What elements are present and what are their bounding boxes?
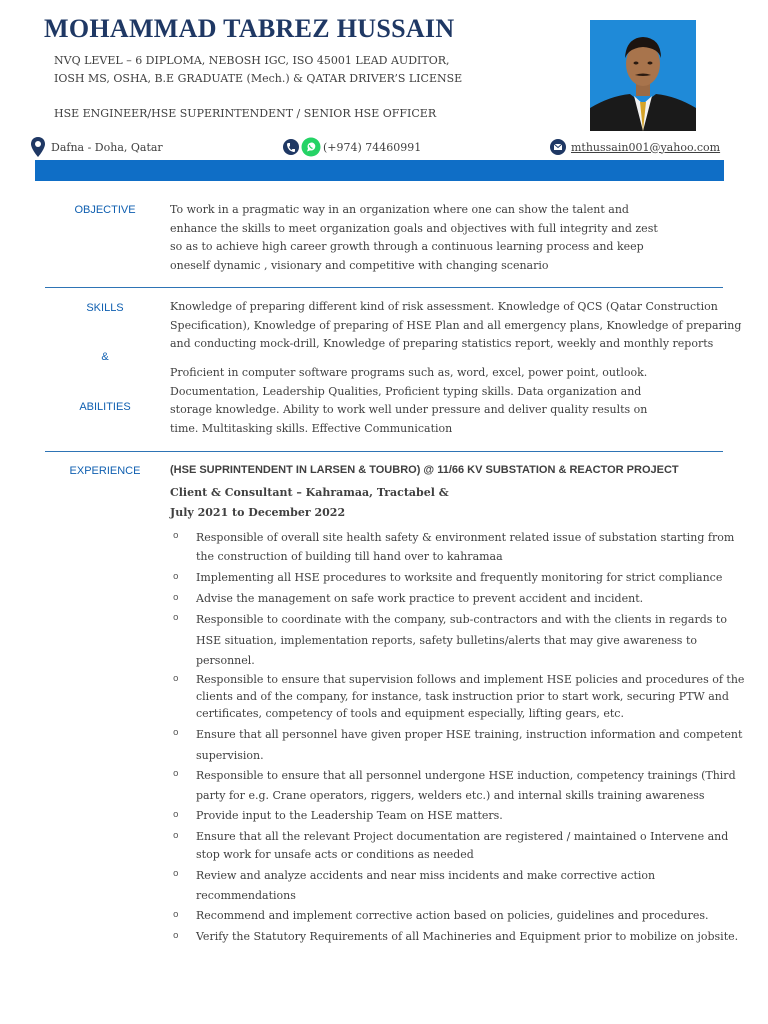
whatsapp-icon <box>301 137 321 157</box>
email-contact <box>550 137 720 157</box>
skills-paragraph <box>170 298 741 354</box>
experience-client: Client & Consultant – Kahramaa, Tractabel & <box>170 486 449 499</box>
bullet-text-line: Ensure that all personnel have given proper HSE training, instruction information and competent <box>196 728 743 741</box>
bullet-text-line: stop work for unsafe acts or conditions as needed <box>196 848 474 861</box>
bullet-marker: o <box>173 593 179 603</box>
skills-line: Specification), Knowledge of preparing of HSE Plan and all emergency plans, Knowledge of preparing <box>170 318 742 332</box>
experience-bullet-item <box>196 907 721 925</box>
skills-line: Knowledge of preparing different kind of risk assessment. Knowledge of QCS (Qatar Construction <box>170 300 718 313</box>
bullet-marker: o <box>173 531 179 541</box>
bullet-text-line: Responsible of overall site health safety & environment related issue of substation starting from <box>196 531 735 544</box>
bullet-marker: o <box>173 572 179 582</box>
bullet-marker: o <box>173 810 179 820</box>
bullet-text-line: Responsible to ensure that all personnel undergone HSE induction, competency trainings (Third <box>196 769 736 782</box>
bullet-text-line: personnel. <box>196 654 255 667</box>
experience-title: EXPERIENCE <box>69 465 141 477</box>
candidate-name: MOHAMMAD TABREZ HUSSAIN <box>44 14 455 43</box>
profile-photo <box>590 20 696 131</box>
phone-number: (+974) 74460991 <box>323 140 422 154</box>
header-accent-bar <box>35 160 724 181</box>
bullet-marker: o <box>173 869 179 879</box>
experience-bullet-item <box>196 528 735 566</box>
section-divider <box>45 451 723 452</box>
objective-line: so as to achieve high career growth through a continuous learning process and keep <box>170 240 644 253</box>
experience-dates: July 2021 to December 2022 <box>170 506 346 519</box>
credentials-line-1: NVQ LEVEL – 6 DIPLOMA, NEBOSH IGC, ISO 45001 LEAD AUDITOR, <box>54 54 450 67</box>
abilities-paragraph <box>170 364 647 438</box>
section-divider <box>45 287 723 288</box>
objective-line: oneself dynamic , visionary and competitive with changing scenario <box>170 258 549 272</box>
email-icon <box>550 139 566 155</box>
experience-bullet-item <box>196 569 721 587</box>
bullet-marker: o <box>173 931 179 941</box>
bullet-text-line: party for e.g. Crane operators, riggers, welders etc.) and internal skills training awareness <box>196 789 705 802</box>
bullet-marker: o <box>173 674 179 684</box>
experience-bullet-item <box>196 828 729 864</box>
profile-photo-image <box>590 20 696 131</box>
bullet-text-line: Ensure that all the relevant Project documentation are registered / maintained o Intervene and <box>196 830 729 843</box>
bullet-marker: o <box>173 910 179 920</box>
experience-bullet-item <box>196 807 721 825</box>
experience-bullet-item <box>196 725 743 766</box>
bullet-text-line: Recommend and implement corrective action based on policies, guidelines and procedures. <box>196 909 709 922</box>
bullet-text-line: the construction of building till hand over to kahramaa <box>196 550 503 563</box>
bullet-text-line: certificates, competency of tools and equipment especially, lifting gears, etc. <box>196 707 624 720</box>
bullet-text-line: Advise the management on safe work practice to prevent accident and incident. <box>196 592 644 605</box>
bullet-marker: o <box>173 728 179 738</box>
credentials-line-2: IOSH MS, OSHA, B.E GRADUATE (Mech.) & QATAR DRIVER’S LICENSE <box>54 72 463 85</box>
phone-icon <box>283 139 299 155</box>
abilities-line: Documentation, Leadership Qualities, Proficient typing skills. Data organization and <box>170 384 642 398</box>
bullet-text-line: Responsible to ensure that supervision follows and implement HSE policies and procedures of the <box>196 673 745 686</box>
bullet-text-line: Responsible to coordinate with the company, sub-contractors and with the clients in regards to <box>196 613 727 626</box>
phone-contact <box>283 137 421 157</box>
objective-line: To work in a pragmatic way in an organization where one can show the talent and <box>170 203 629 216</box>
experience-bullet-item <box>196 866 721 905</box>
abilities-line: Proficient in computer software programs such as, word, excel, power point, outlook. <box>170 366 648 379</box>
bullet-text-line: Provide input to the Leadership Team on HSE matters. <box>196 809 503 822</box>
bullet-text-line: Implementing all HSE procedures to worksite and frequently monitoring for strict compliance <box>196 571 723 584</box>
abilities-title: ABILITIES <box>79 401 131 413</box>
experience-bullet-item <box>196 610 727 672</box>
abilities-line: storage knowledge. Ability to work well under pressure and deliver quality results on <box>170 403 648 416</box>
bullet-text-line: Verify the Statutory Requirements of all Machineries and Equipment prior to mobilize on jobsite. <box>196 930 739 943</box>
bullet-marker: o <box>173 769 179 779</box>
objective-title: OBJECTIVE <box>74 204 136 216</box>
bullet-text-line: recommendations <box>196 888 296 902</box>
skills-line: and conducting mock-drill, Knowledge of preparing statistics report, weekly and monthly reports <box>170 337 714 350</box>
bullet-marker: o <box>173 613 179 623</box>
skills-ampersand: & <box>101 351 109 363</box>
experience-role: (HSE SUPRINTENDENT IN LARSEN & TOUBRO) @ 11/66 KV SUBSTATION & REACTOR PROJECT <box>170 464 679 476</box>
bullet-marker: o <box>173 831 179 841</box>
experience-bullet-item <box>196 766 736 806</box>
abilities-line: time. Multitasking skills. Effective Communication <box>170 421 453 435</box>
objective-text <box>170 201 658 275</box>
experience-bullet-item <box>196 928 739 946</box>
bullet-text-line: HSE situation, implementation reports, safety bulletins/alerts that may give awareness to <box>196 633 697 647</box>
location-text: Dafna - Doha, Qatar <box>51 140 163 154</box>
experience-bullet-item <box>196 590 721 608</box>
location-contact <box>30 137 163 157</box>
bullet-text-line: Review and analyze accidents and near miss incidents and make corrective action <box>196 869 656 882</box>
job-titles: HSE ENGINEER/HSE SUPERINTENDENT / SENIOR HSE OFFICER <box>54 107 437 120</box>
location-pin-icon <box>30 137 46 157</box>
bullet-text-line: clients and of the company, for instance, task instruction prior to start work, securing PTW and <box>196 690 729 703</box>
email-link[interactable]: mthussain001@yahoo.com <box>571 140 721 154</box>
bullet-text-line: supervision. <box>196 748 264 762</box>
skills-title: SKILLS <box>86 302 124 314</box>
experience-bullet-item <box>196 671 745 722</box>
objective-line: enhance the skills to meet organization goals and objectives with full integrity and zest <box>170 221 658 235</box>
